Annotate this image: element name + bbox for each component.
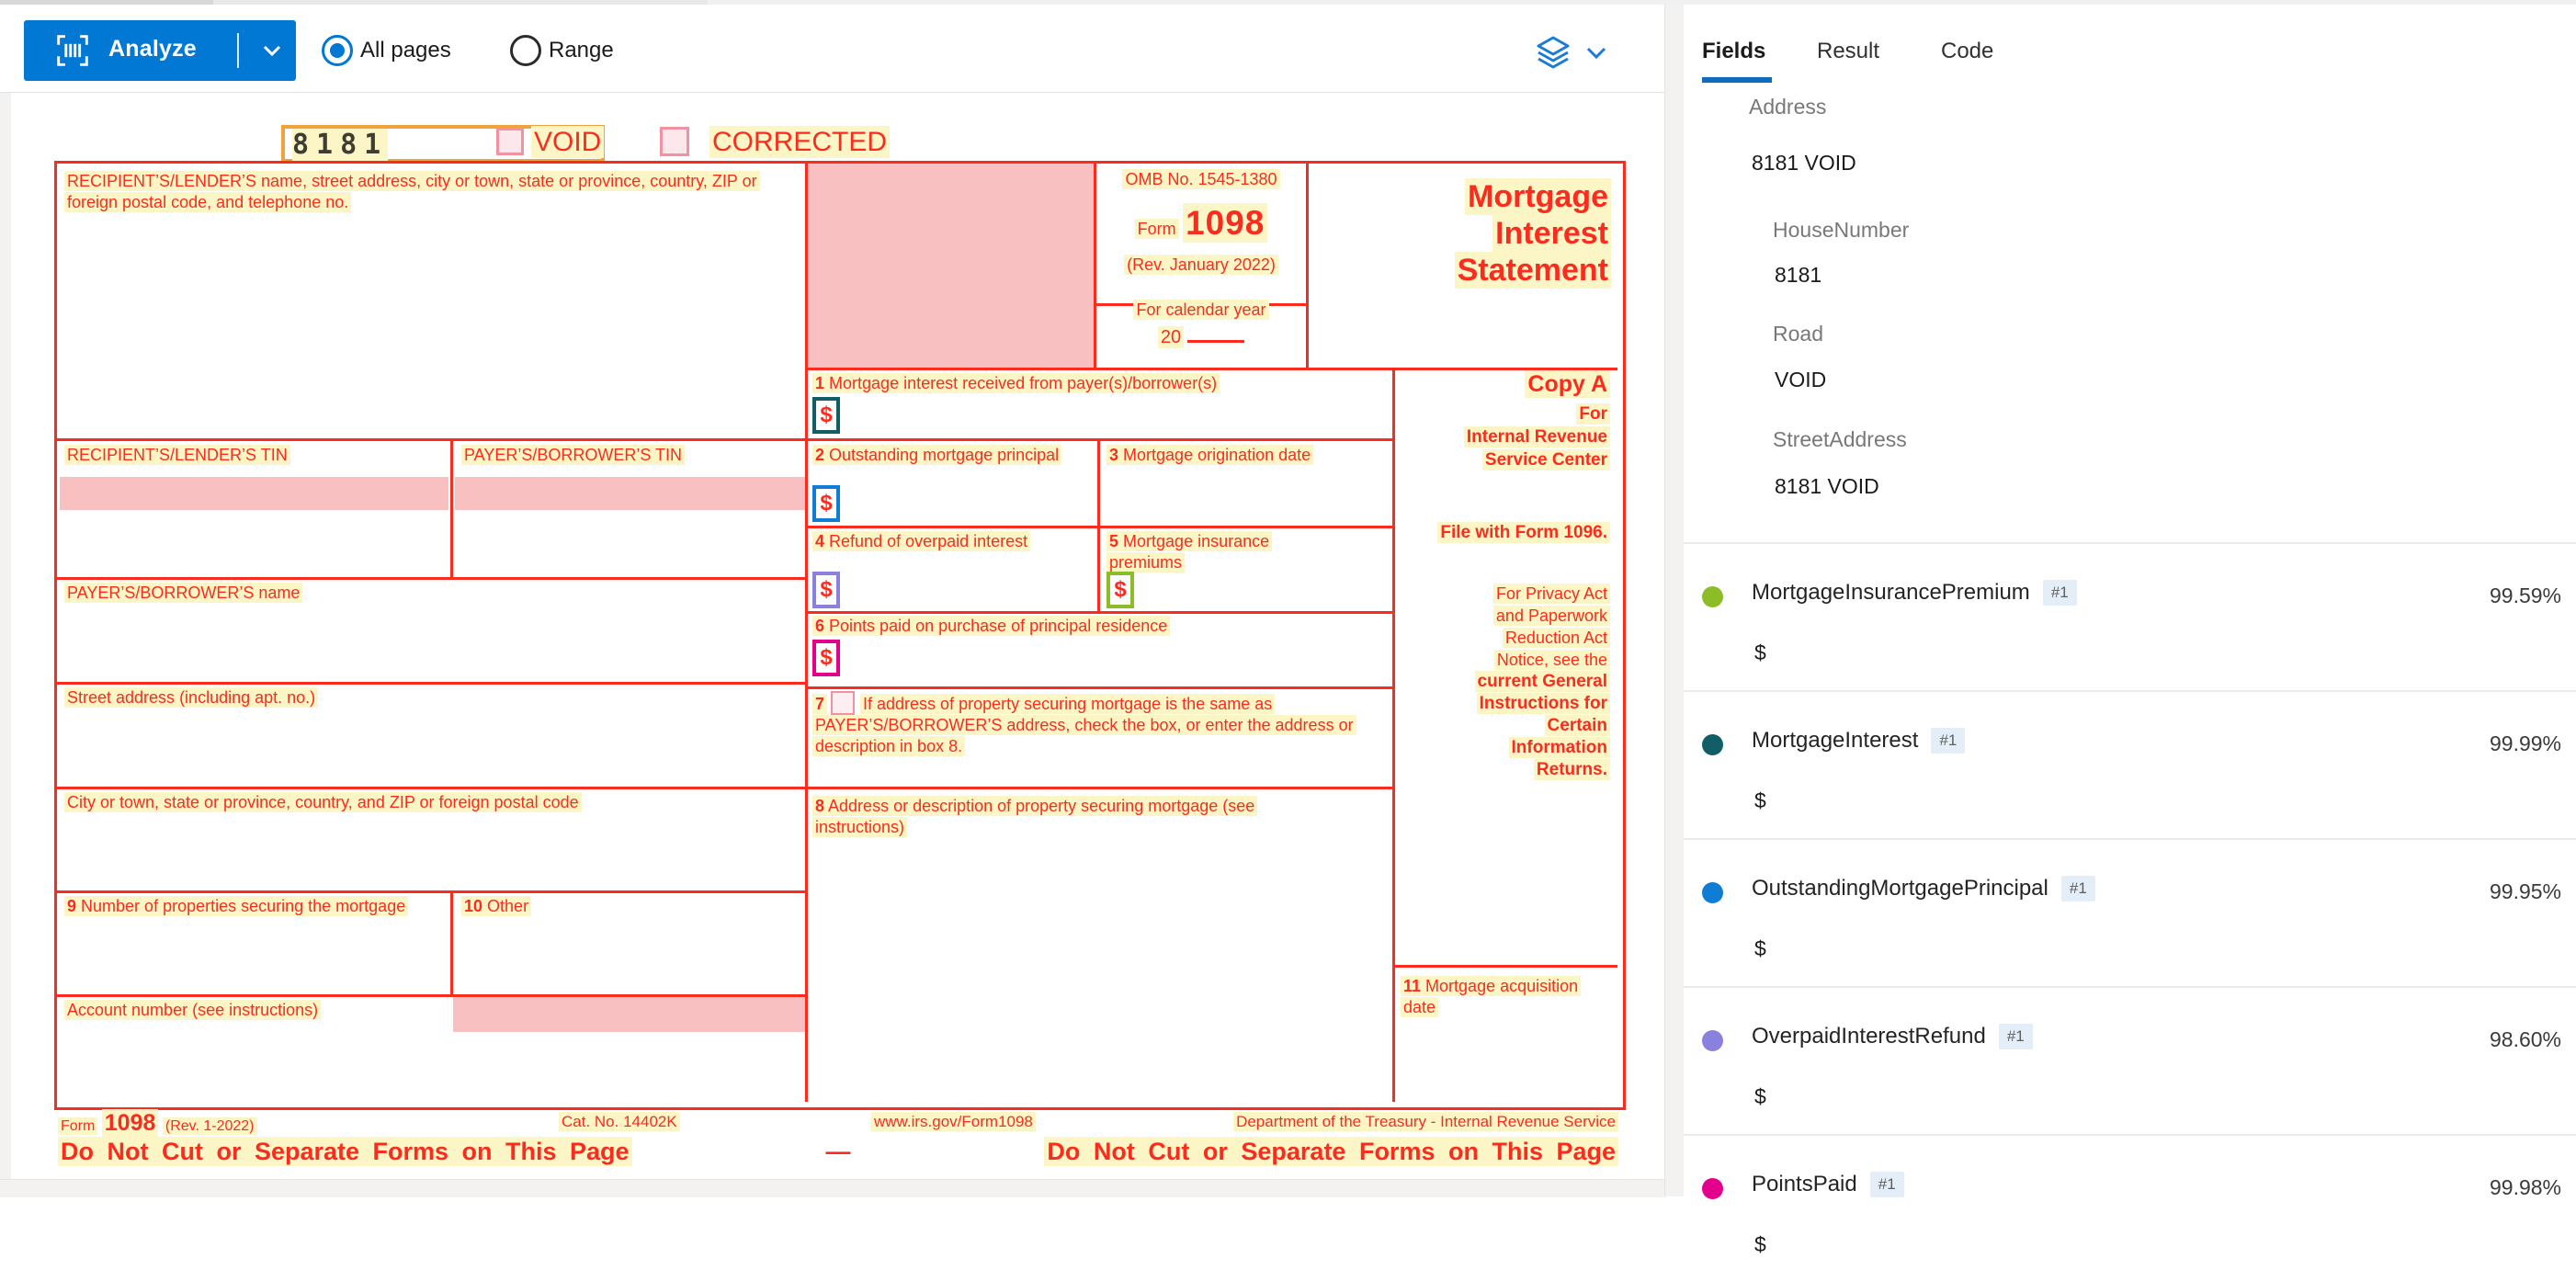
- field-count-badge: #1: [1999, 1024, 2033, 1049]
- form-grid-line: [57, 682, 808, 685]
- box10-label: 10 Other: [461, 896, 737, 917]
- footer-form-word: Form: [58, 1117, 97, 1135]
- field-row-overpaid-interest-refund[interactable]: [1684, 986, 2576, 1133]
- box7-label: 7 If address of property securing mortgage is the same as PAYER’S/BORROWER’S address, check the box, or enter the address or description in box 8.: [812, 691, 1355, 757]
- form-grid-line: [805, 686, 1395, 689]
- box6-label: 6 Points paid on purchase of principal residence: [812, 616, 1364, 637]
- field-value: $: [1754, 640, 1766, 664]
- box9-label: 9 Number of properties securing the mortgage: [64, 896, 432, 917]
- analyze-button-label: Analyze: [108, 36, 197, 62]
- box1-label: 1 Mortgage interest received from payer(s)/borrower(s): [812, 373, 1382, 394]
- form-grid-line: [450, 438, 453, 577]
- void-checkbox[interactable]: [496, 128, 524, 155]
- form-grid-line: [57, 994, 808, 997]
- field-row-mortgage-interest[interactable]: [1684, 690, 2576, 837]
- field-name: PointsPaid: [1752, 1172, 1857, 1196]
- field-color-dot: [1702, 882, 1723, 903]
- payer-name-label: PAYER’S/BORROWER’S name: [64, 583, 524, 604]
- corrected-checkbox[interactable]: [660, 127, 689, 156]
- street-address-label: StreetAddress: [1773, 427, 1907, 451]
- road-value: VOID: [1775, 368, 1827, 391]
- document-area: [0, 5, 1664, 1196]
- form-grid-line: [450, 890, 453, 994]
- box7-checkbox[interactable]: [831, 691, 855, 715]
- range-radio[interactable]: [510, 35, 541, 66]
- address-label: Address: [1749, 95, 1827, 119]
- tab-fields[interactable]: Fields: [1702, 39, 1766, 63]
- field-confidence: 99.59%: [2489, 584, 2561, 607]
- footer-form-number: 1098: [102, 1109, 159, 1137]
- street-address-label: Street address (including apt. no.): [64, 687, 524, 709]
- field-row-points-paid[interactable]: [1684, 1134, 2576, 1281]
- do-not-cut-notice: Do Not Cut or Separate Forms on This Page — Do Not Cut or Separate Forms on This Page: [58, 1138, 1618, 1166]
- all-pages-radio[interactable]: [322, 35, 353, 66]
- field-name: OverpaidInterestRefund: [1752, 1024, 1986, 1049]
- field-color-dot: [1702, 1030, 1723, 1051]
- form-1098-document[interactable]: [54, 161, 1626, 1110]
- all-pages-label[interactable]: All pages: [360, 38, 451, 62]
- field-color-dot: [1702, 586, 1723, 607]
- field-row-outstanding-mortgage-principal[interactable]: [1684, 838, 2576, 985]
- house-number-value: 8181: [1775, 263, 1822, 287]
- form-grid-line: [1097, 438, 1100, 611]
- form-grid-line: [57, 438, 1395, 441]
- field-name: MortgageInsurancePremium: [1752, 580, 2030, 605]
- panel-divider: [1664, 5, 1685, 1196]
- corrected-label: CORRECTED: [709, 127, 890, 158]
- tab-result[interactable]: Result: [1817, 39, 1880, 63]
- payer-tin-label: PAYER’S/BORROWER’S TIN: [461, 445, 801, 466]
- form-grid-line: [57, 890, 808, 893]
- box3-label: 3 Mortgage origination date: [1106, 445, 1382, 466]
- city-label: City or town, state or province, country, and ZIP or foreign postal code: [64, 792, 790, 813]
- field-count-badge: #1: [1931, 728, 1965, 754]
- pink-fill-region: [808, 164, 1094, 368]
- recipient-tin-label: RECIPIENT’S/LENDER’S TIN: [64, 445, 432, 466]
- canvas-left-gutter: [0, 93, 11, 1184]
- field-row-mortgage-insurance-premium[interactable]: [1684, 542, 2576, 689]
- form-code-text: 8181: [292, 129, 389, 161]
- active-tab-underline: [1702, 77, 1772, 83]
- box2-label: 2 Outstanding mortgage principal: [812, 445, 1070, 466]
- pink-fill-account: [453, 997, 805, 1032]
- canvas-bottom-gutter: [0, 1179, 1664, 1197]
- field-confidence: 99.98%: [2489, 1175, 2561, 1199]
- tab-code[interactable]: Code: [1941, 39, 1994, 63]
- recipient-lender-block-label: RECIPIENT’S/LENDER’S name, street address, city or town, state or province, country, ZIP or foreign postal code, and telephone no.: [64, 171, 800, 213]
- road-label: Road: [1773, 322, 1823, 346]
- year-blank-line: [1187, 323, 1244, 343]
- field-value: $: [1754, 1084, 1766, 1108]
- form-grid-line: [805, 526, 1395, 528]
- field-name: OutstandingMortgagePrincipal: [1752, 876, 2048, 901]
- field-value: $: [1754, 1232, 1766, 1256]
- form-title: Mortgage Interest Statement: [1311, 178, 1611, 289]
- form-footer-line1: [58, 1110, 1618, 1136]
- layers-menu-button[interactable]: [1533, 32, 1616, 73]
- analyze-button[interactable]: [24, 20, 296, 81]
- field-confidence: 99.99%: [2489, 731, 2561, 755]
- button-divider: [237, 33, 239, 68]
- form-grid-line: [57, 577, 808, 580]
- analyze-scan-icon: [55, 34, 90, 67]
- catalog-number: Cat. No. 14402K: [559, 1113, 680, 1131]
- form-grid-line: [57, 787, 1395, 789]
- mortgage-interest-dollar-marker[interactable]: $: [812, 397, 840, 434]
- pink-fill-tin-recipient: [60, 477, 448, 510]
- treasury-department-label: Department of the Treasury - Internal Revenue Service: [1233, 1113, 1618, 1131]
- footer-revision: (Rev. 1-2022): [163, 1117, 257, 1135]
- points-paid-dollar-marker[interactable]: $: [812, 640, 840, 676]
- field-confidence: 98.60%: [2489, 1027, 2561, 1051]
- account-number-label: Account number (see instructions): [64, 1000, 432, 1021]
- range-label[interactable]: Range: [549, 38, 614, 62]
- outstanding-principal-dollar-marker[interactable]: $: [812, 485, 840, 522]
- irs-url: www.irs.gov/Form1098: [871, 1113, 1036, 1131]
- form-grid-line: [805, 611, 1395, 614]
- field-value: $: [1754, 788, 1766, 812]
- field-value: $: [1754, 936, 1766, 960]
- insurance-premium-dollar-marker[interactable]: $: [1106, 572, 1134, 608]
- box8-label: 8 Address or description of property securing mortgage (see instructions): [812, 796, 1345, 838]
- box5-label: 5 Mortgage insurance premiums: [1106, 531, 1327, 573]
- field-count-badge: #1: [2061, 876, 2095, 901]
- pink-fill-tin-payer: [455, 477, 805, 510]
- void-label: VOID: [531, 127, 604, 158]
- overpaid-refund-dollar-marker[interactable]: $: [812, 572, 840, 608]
- house-number-label: HouseNumber: [1773, 218, 1910, 242]
- toolbar: [0, 5, 1664, 93]
- copy-a-column: Copy A For Internal Revenue Service Center File with Form 1096. For Privacy Act and Paperwork Reduction Act Notice, see the current General Instructions for Certain Information Returns.: [1395, 369, 1610, 781]
- box11-label: 11 Mortgage acquisition date: [1401, 976, 1594, 1018]
- street-address-value: 8181 VOID: [1775, 474, 1879, 498]
- address-value: 8181 VOID: [1752, 151, 1856, 175]
- box4-label: 4 Refund of overpaid interest: [812, 531, 1033, 552]
- field-name: MortgageInterest: [1752, 728, 1919, 753]
- field-color-dot: [1702, 734, 1723, 755]
- layers-icon: [1533, 32, 1573, 73]
- field-count-badge: #1: [2043, 580, 2077, 606]
- field-confidence: 99.95%: [2489, 879, 2561, 903]
- field-count-badge: #1: [1870, 1172, 1904, 1197]
- omb-block: OMB No. 1545-1380 Form 1098 (Rev. January 2022) For calendar year 20: [1094, 166, 1309, 348]
- layers-chevron-down-icon: [1581, 40, 1612, 65]
- form-grid-line: [1392, 965, 1617, 968]
- analyze-dropdown-chevron-icon[interactable]: [255, 37, 289, 64]
- form-grid-line: [805, 164, 808, 1102]
- results-panel: [1684, 5, 2576, 1256]
